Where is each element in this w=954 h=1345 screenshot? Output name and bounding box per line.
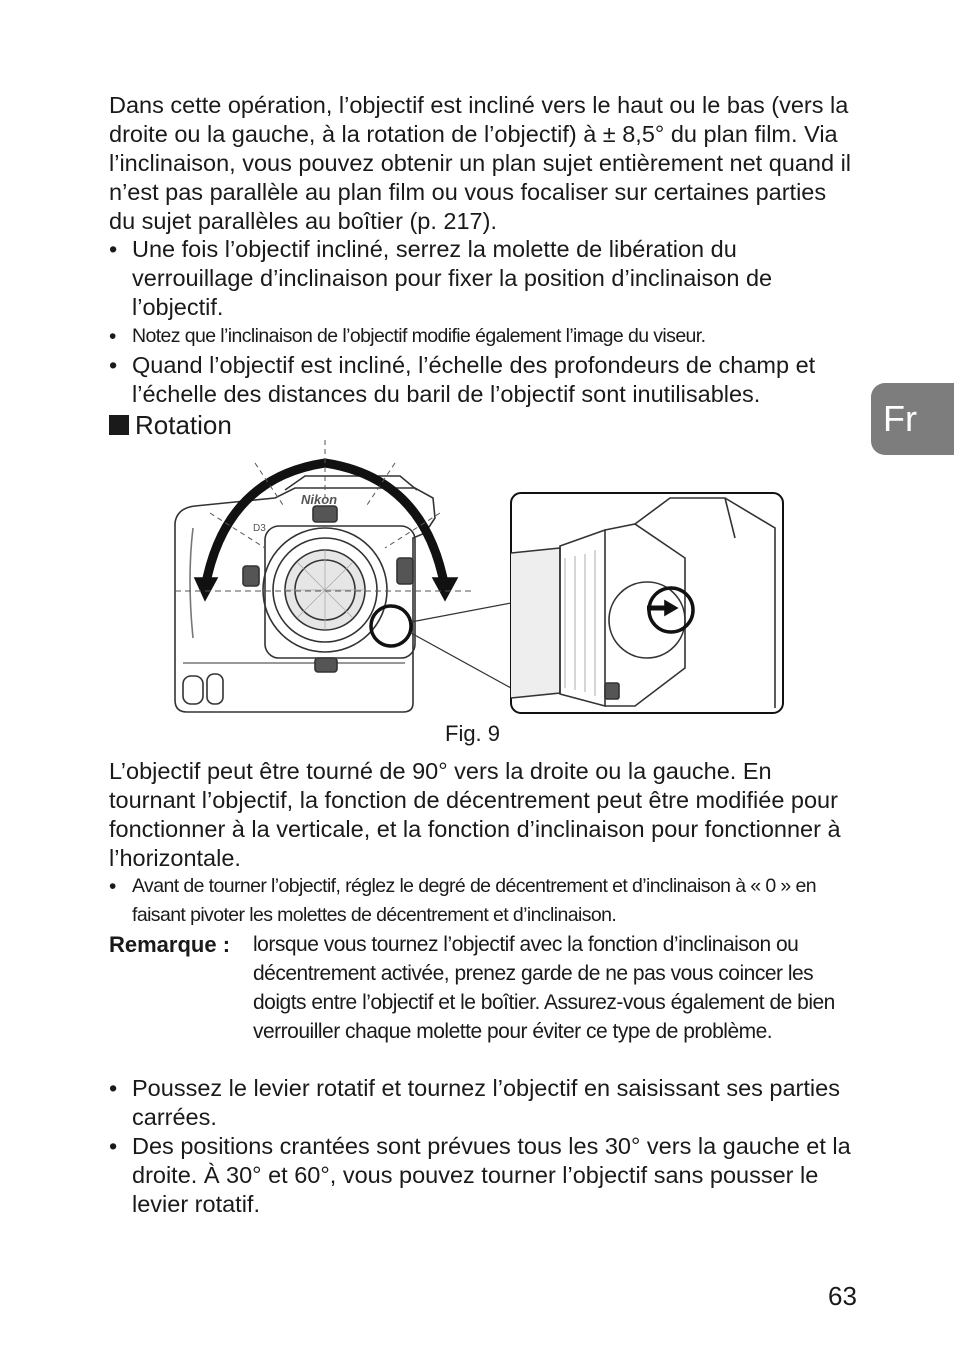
bullet-text: Des positions crantées sont prévues tous les 30° vers la gauche et la droite. À 30° et 60°, vous pouvez tourner l’objectif sans pousser le levier rotatif. bbox=[132, 1133, 851, 1217]
inset-lens-barrel bbox=[560, 530, 605, 706]
language-tab: Fr bbox=[871, 383, 954, 455]
camera-logo: Nikon bbox=[301, 492, 338, 507]
tilt-knob bbox=[313, 506, 337, 522]
bullet-icon: • bbox=[109, 1075, 118, 1101]
rotation-paragraph: L’objectif peut être tourné de 90° vers la droite ou la gauche. En tournant l’objectif, la fonction de décentrement peut être modifiée pour fonctionner à la verticale, et la fonction d’inclinaison pour fonctionner à l’horizontale. bbox=[109, 758, 841, 871]
bullet-text: Poussez le levier rotatif et tournez l’objectif en saisissant ses parties carrées. bbox=[132, 1075, 840, 1130]
rotation-figure bbox=[165, 438, 790, 720]
list-item bbox=[109, 872, 854, 930]
shift-knob bbox=[315, 658, 337, 672]
bullet-icon: • bbox=[109, 325, 116, 348]
square-bullet-icon bbox=[109, 415, 129, 435]
list-item bbox=[109, 235, 854, 322]
bullet-text: Avant de tourner l’objectif, réglez le degré de décentrement et d’inclinaison à « 0 » en faisant pivoter les molettes de décentrement et d’inclinaison. bbox=[132, 875, 816, 926]
push-arrow-icon bbox=[665, 601, 677, 615]
bullet-icon: • bbox=[109, 236, 118, 262]
bullet-icon: • bbox=[109, 1133, 118, 1159]
figure-caption: Fig. 9 bbox=[445, 721, 501, 746]
page-number: 63 bbox=[828, 1281, 857, 1311]
grip-slot bbox=[183, 676, 203, 704]
lever-highlight-circle bbox=[371, 606, 411, 646]
bullet-icon: • bbox=[109, 352, 118, 378]
bullet-text: Une fois l’objectif incliné, serrez la molette de libération du verrouillage d’inclinaison pour fixer la position d’inclinaison de l’objectif. bbox=[132, 236, 773, 320]
intro-paragraph: Dans cette opération, l’objectif est incliné vers le haut ou le bas (vers la droite ou la gauche, à la rotation de l’objectif) à ± 8,5° du plan film. Via l’inclinaison, vous pouvez obtenir un plan sujet entièrement net quand il n’est pas parallèle au plan film ou vous focaliser sur certaines parties du sujet parallèles au boîtier (p. 217). bbox=[109, 92, 852, 234]
list-item bbox=[109, 351, 854, 409]
arrow-right-icon bbox=[433, 578, 457, 600]
list-item bbox=[109, 1132, 854, 1219]
bullet-text: Notez que l’inclinaison de l’objectif modifie également l’image du viseur. bbox=[132, 325, 706, 347]
list-item bbox=[109, 1074, 854, 1132]
inset-lever-detail bbox=[609, 582, 685, 658]
heading-text: Rotation bbox=[135, 410, 232, 440]
bullet-icon: • bbox=[109, 875, 116, 898]
list-item bbox=[109, 322, 854, 351]
arrow-left-icon bbox=[195, 578, 217, 600]
bullet-text: Quand l’objectif est incliné, l’échelle des profondeurs de champ et l’échelle des distances du baril de l’objectif sont inutilisables. bbox=[132, 352, 816, 407]
camera-model: D3 bbox=[253, 523, 266, 534]
section-heading-rotation bbox=[109, 408, 232, 442]
note-label: Remarque : bbox=[109, 932, 231, 957]
note-text: lorsque vous tournez l’objectif avec la fonction d’inclinaison ou décentrement activée, prenez garde de ne pas vous coincer les doigts entre l’objectif et le boîtier. Assurez-vous également de bien verrouiller chaque molette pour éviter ce type de problème. bbox=[253, 933, 835, 1043]
